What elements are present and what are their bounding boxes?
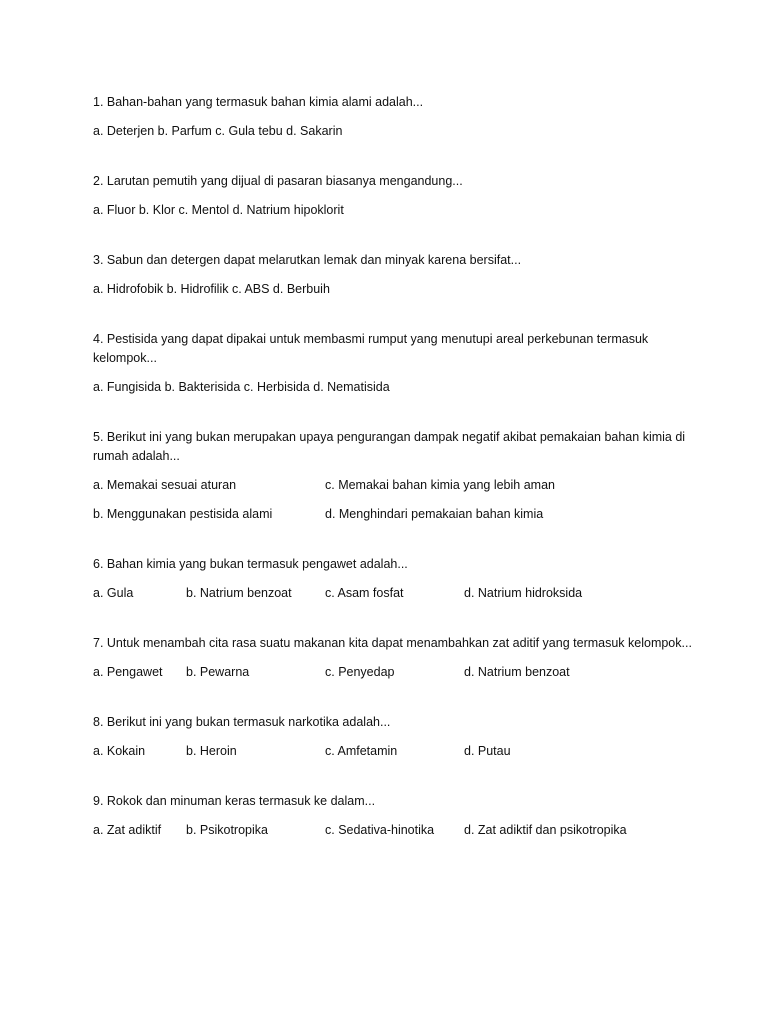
worksheet (93, 93, 693, 840)
question-4: 4. Pestisida yang dapat dipakai untuk membasmi rumput yang menutupi areal perkebunan termasuk kelompok... (93, 332, 649, 365)
question-7-option-a: a. Pengawet (93, 665, 163, 679)
question-8-options (93, 742, 693, 761)
question-5-option-b: b. Menggunakan pestisida alami (93, 507, 273, 521)
question-4-options: a. Fungisida b. Bakterisida c. Herbisida d. Nematisida (93, 380, 390, 394)
question-2-options: a. Fluor b. Klor c. Mentol d. Natrium hipoklorit (93, 203, 344, 217)
question-5-option-a: a. Memakai sesuai aturan (93, 478, 237, 492)
question-7-options (93, 663, 693, 682)
question-8-option-c: c. Amfetamin (325, 744, 398, 758)
question-7-option-c: c. Penyedap (325, 665, 395, 679)
question-9-option-d: d. Zat adiktif dan psikotropika (464, 823, 627, 837)
question-6-option-a: a. Gula (93, 586, 134, 600)
question-6-options (93, 584, 693, 603)
question-8-option-b: b. Heroin (186, 744, 237, 758)
question-7-option-d: d. Natrium benzoat (464, 665, 570, 679)
question-3-options: a. Hidrofobik b. Hidrofilik c. ABS d. Berbuih (93, 282, 330, 296)
question-6-option-c: c. Asam fosfat (325, 586, 404, 600)
question-9-options (93, 821, 693, 840)
question-5-options (93, 476, 693, 524)
question-5: 5. Berikut ini yang bukan merupakan upaya pengurangan dampak negatif akibat pemakaian bahan kimia di rumah adalah... (93, 430, 686, 463)
question-2: 2. Larutan pemutih yang dijual di pasaran biasanya mengandung... (93, 174, 463, 188)
question-6-option-d: d. Natrium hidroksida (464, 586, 583, 600)
question-1: 1. Bahan-bahan yang termasuk bahan kimia alami adalah... (93, 95, 424, 109)
question-6: 6. Bahan kimia yang bukan termasuk pengawet adalah... (93, 557, 408, 571)
question-9-option-c: c. Sedativa-hinotika (325, 823, 435, 837)
question-8: 8. Berikut ini yang bukan termasuk narkotika adalah... (93, 715, 391, 729)
question-8-option-a: a. Kokain (93, 744, 146, 758)
question-9-option-b: b. Psikotropika (186, 823, 268, 837)
question-9: 9. Rokok dan minuman keras termasuk ke dalam... (93, 794, 376, 808)
question-7-option-b: b. Pewarna (186, 665, 250, 679)
question-5-option-c: c. Memakai bahan kimia yang lebih aman (325, 478, 555, 492)
question-5-option-d: d. Menghindari pemakaian bahan kimia (325, 507, 544, 521)
question-9-option-a: a. Zat adiktif (93, 823, 162, 837)
question-7: 7. Untuk menambah cita rasa suatu makanan kita dapat menambahkan zat aditif yang termasuk kelompok... (93, 636, 692, 650)
question-6-option-b: b. Natrium benzoat (186, 586, 292, 600)
question-8-option-d: d. Putau (464, 744, 511, 758)
question-1-options: a. Deterjen b. Parfum c. Gula tebu d. Sakarin (93, 124, 343, 138)
question-3: 3. Sabun dan detergen dapat melarutkan lemak dan minyak karena bersifat... (93, 253, 522, 267)
